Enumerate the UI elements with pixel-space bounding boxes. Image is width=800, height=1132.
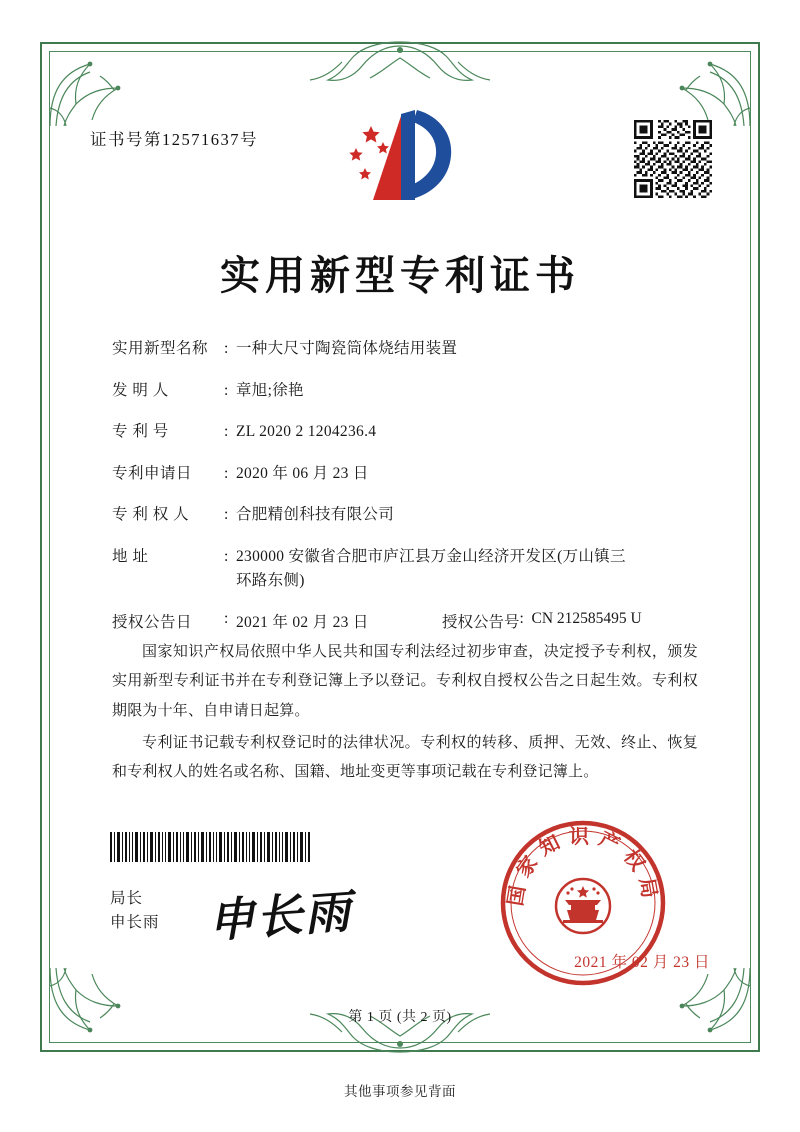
field-colon: : <box>224 340 229 357</box>
field-value-application-date: 2020 年 06 月 23 日 <box>236 464 369 482</box>
field-application-date <box>112 462 700 486</box>
signature-name: 申长雨 <box>110 914 160 932</box>
field-value-patent-number: ZL 2020 2 1204236.4 <box>236 423 377 441</box>
signature-role: 局长 <box>110 890 144 907</box>
field-label-grant-date: 授权公告日 <box>112 614 193 632</box>
field-label-address: 地 址 <box>112 547 149 565</box>
field-label-grant-number: 授权公告号 <box>442 614 520 632</box>
seal-date: 2021 年 02 月 23 日 <box>574 954 710 971</box>
field-utility-model-name <box>112 337 700 361</box>
legal-paragraph-1: 国家知识产权局依照中华人民共和国专利法经过初步审查，决定授予专利权，颁发实用新型专利证书并在专利登记簿上予以登记。专利权自授权公告之日起生效。专利权期限为十年、自申请日起算。 <box>112 644 698 719</box>
field-colon: : <box>224 464 229 482</box>
field-colon: : <box>224 381 229 399</box>
svg-text:国家知识产权局: 国家知识产权局 <box>502 824 664 908</box>
field-grant-date <box>112 610 442 632</box>
field-label-patent-number: 专 利 号 <box>112 423 169 441</box>
field-inventor <box>112 379 700 403</box>
field-value-address-line2: 环路东侧) <box>236 571 305 589</box>
field-label-application-date: 专利申请日 <box>112 464 193 482</box>
field-label-patentee: 专 利 权 人 <box>112 506 190 524</box>
field-address <box>112 545 700 593</box>
certificate-number: 证书号第12571637号 <box>90 130 258 149</box>
page-number: 第 1 页 (共 2 页) <box>348 1010 452 1025</box>
qr-code <box>634 120 712 198</box>
field-label-utility-model-name: 实用新型名称 <box>112 340 209 357</box>
field-label-inventor: 发 明 人 <box>112 381 169 399</box>
handwritten-signature: 申长雨 <box>206 884 354 948</box>
legal-text <box>112 638 698 790</box>
field-colon: : <box>224 506 229 524</box>
field-value-utility-model-name: 一种大尺寸陶瓷筒体烧结用装置 <box>236 340 458 357</box>
field-value-address <box>236 545 700 593</box>
footnote: 其他事项参见背面 <box>344 1084 456 1099</box>
signature-block <box>110 887 160 935</box>
field-value-inventor: 章旭;徐艳 <box>236 381 304 399</box>
field-grant-number <box>442 610 642 632</box>
field-value-grant-number: CN 212585495 U <box>531 610 642 628</box>
page-title: 实用新型专利证书 <box>220 252 580 299</box>
field-value-patentee: 合肥精创科技有限公司 <box>236 506 395 524</box>
legal-paragraph-2: 专利证书记载专利权登记时的法律状况。专利权的转移、质押、无效、终止、恢复和专利权人的姓名或名称、国籍、地址变更等事项记载在专利登记簿上。 <box>112 734 698 780</box>
certificate-content <box>40 42 760 1052</box>
patent-certificate <box>40 42 760 1052</box>
field-colon: : <box>224 610 229 628</box>
barcode <box>110 832 310 862</box>
field-colon: : <box>519 610 524 628</box>
field-colon: : <box>224 423 229 441</box>
field-patent-number <box>112 420 700 444</box>
field-value-grant-date: 2021 年 02 月 23 日 <box>236 614 369 632</box>
field-grant-publication-row <box>112 610 700 632</box>
field-patentee <box>112 503 700 527</box>
field-colon: : <box>224 547 229 565</box>
certificate-fields <box>112 337 700 638</box>
cnipa-logo-icon <box>335 104 465 212</box>
field-value-address-line1: 230000 安徽省合肥市庐江县万金山经济开发区(万山镇三 <box>236 547 626 565</box>
